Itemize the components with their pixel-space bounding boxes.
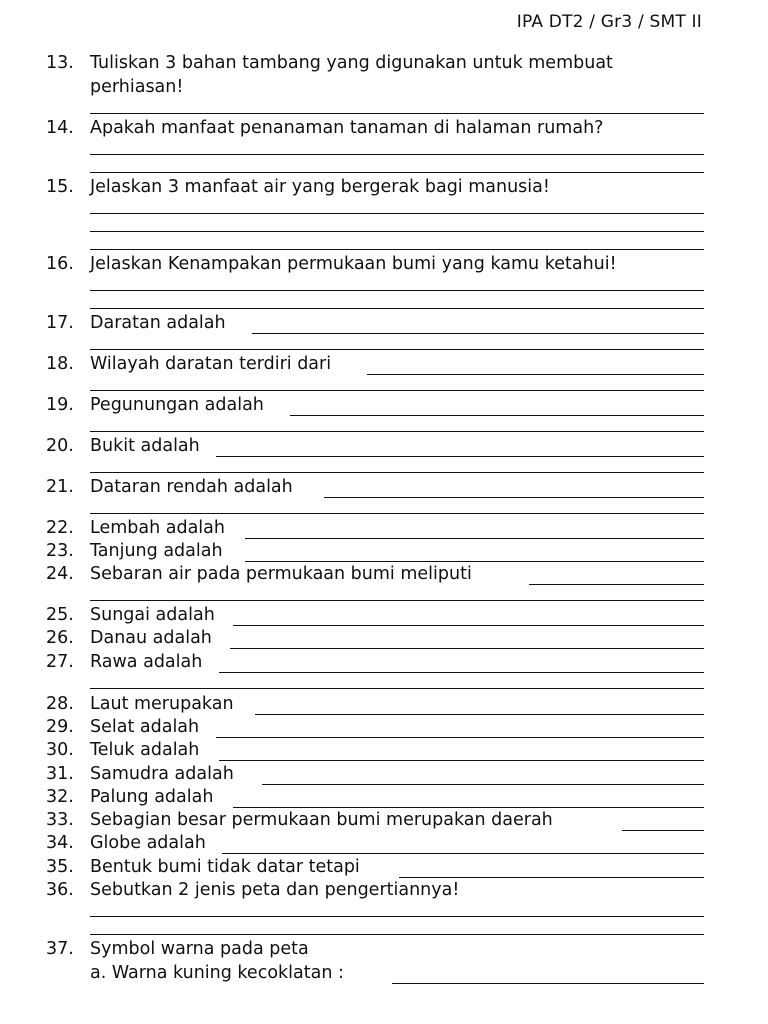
question-text: Sebagian besar permukaan bumi merupakan daerah [90, 810, 553, 830]
question-text: Dataran rendah adalah [90, 477, 293, 497]
answer-line [90, 172, 704, 173]
answer-line [324, 497, 704, 498]
question-number: 21. [46, 477, 74, 497]
answer-line [290, 415, 704, 416]
answer-line [90, 113, 704, 114]
question-text: Rawa adalah [90, 652, 203, 672]
question-number: 23. [46, 541, 74, 561]
question-text: Jelaskan Kenampakan permukaan bumi yang kamu ketahui! [90, 254, 617, 274]
question-text: Tanjung adalah [90, 541, 223, 561]
answer-line [233, 625, 704, 626]
question-number: 33. [46, 810, 74, 830]
question-text: Danau adalah [90, 628, 212, 648]
answer-line [529, 584, 704, 585]
question-number: 26. [46, 628, 74, 648]
sub-question-text: a. Warna kuning kecoklatan : [90, 963, 344, 983]
answer-line [90, 688, 704, 689]
question-number: 37. [46, 939, 74, 959]
answer-line [90, 600, 704, 601]
question-number: 32. [46, 787, 74, 807]
answer-line [230, 648, 704, 649]
question-text: Selat adalah [90, 717, 200, 737]
question-text: Daratan adalah [90, 313, 226, 333]
answer-line [90, 349, 704, 350]
answer-line [90, 154, 704, 155]
answer-line [90, 513, 704, 514]
question-number: 34. [46, 833, 74, 853]
question-text: Laut merupakan [90, 694, 234, 714]
question-number: 15. [46, 177, 74, 197]
answer-line [219, 672, 704, 673]
question-number: 30. [46, 740, 74, 760]
answer-line [252, 333, 704, 334]
answer-line [245, 538, 704, 539]
question-text: Sebaran air pada permukaan bumi meliputi [90, 564, 472, 584]
answer-line [90, 231, 704, 232]
answer-line [245, 561, 704, 562]
question-number: 35. [46, 857, 74, 877]
answer-line [255, 714, 704, 715]
question-text: Pegunungan adalah [90, 395, 264, 415]
answer-line [222, 853, 704, 854]
question-number: 36. [46, 880, 74, 900]
question-text: Tuliskan 3 bahan tambang yang digunakan untuk membuat [90, 53, 613, 73]
question-number: 22. [46, 518, 74, 538]
answer-line [262, 784, 704, 785]
question-text: Palung adalah [90, 787, 214, 807]
question-number: 18. [46, 354, 74, 374]
question-number: 17. [46, 313, 74, 333]
question-number: 16. [46, 254, 74, 274]
answer-line [216, 456, 704, 457]
question-text: Apakah manfaat penanaman tanaman di halaman rumah? [90, 118, 604, 138]
answer-line [392, 983, 704, 984]
answer-line [90, 916, 704, 917]
answer-line [90, 213, 704, 214]
answer-line [90, 290, 704, 291]
question-number: 24. [46, 564, 74, 584]
question-text: Jelaskan 3 manfaat air yang bergerak bagi manusia! [90, 177, 550, 197]
question-number: 13. [46, 53, 74, 73]
question-number: 19. [46, 395, 74, 415]
answer-line [399, 877, 704, 878]
answer-line [90, 472, 704, 473]
answer-line [216, 737, 704, 738]
answer-line [90, 249, 704, 250]
question-text: Samudra adalah [90, 764, 234, 784]
question-number: 20. [46, 436, 74, 456]
question-text: Sebutkan 2 jenis peta dan pengertiannya! [90, 880, 460, 900]
answer-line [367, 374, 704, 375]
question-text: Bukit adalah [90, 436, 200, 456]
header-label: IPA DT2 / Gr3 / SMT II [516, 12, 702, 32]
answer-line [90, 431, 704, 432]
answer-line [90, 308, 704, 309]
question-text: Teluk adalah [90, 740, 200, 760]
question-number: 25. [46, 605, 74, 625]
question-number: 28. [46, 694, 74, 714]
question-text: Wilayah daratan terdiri dari [90, 354, 332, 374]
answer-line [90, 934, 704, 935]
question-number: 14. [46, 118, 74, 138]
question-text: Lembah adalah [90, 518, 225, 538]
question-text: Sungai adalah [90, 605, 215, 625]
answer-line [622, 830, 704, 831]
question-text-continued: perhiasan! [90, 77, 184, 97]
question-text: Symbol warna pada peta [90, 939, 309, 959]
question-number: 31. [46, 764, 74, 784]
question-number: 29. [46, 717, 74, 737]
question-text: Bentuk bumi tidak datar tetapi [90, 857, 360, 877]
answer-line [90, 390, 704, 391]
question-text: Globe adalah [90, 833, 206, 853]
answer-line [219, 760, 704, 761]
answer-line [233, 807, 704, 808]
question-number: 27. [46, 652, 74, 672]
